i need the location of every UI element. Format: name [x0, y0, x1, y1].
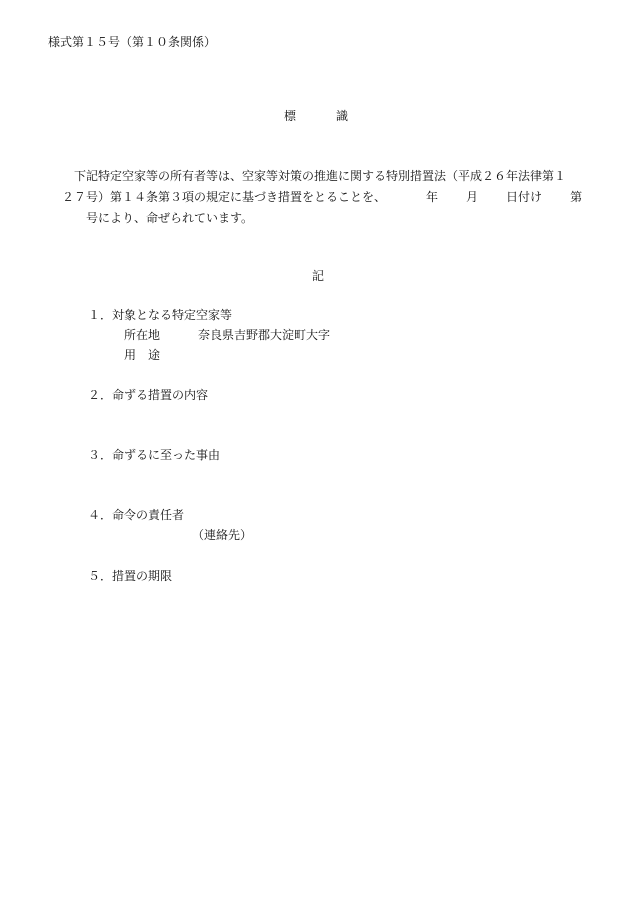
- ki-heading: 記: [312, 269, 325, 283]
- item-5-heading: ５．措置の期限: [88, 569, 173, 583]
- contact-label: （連絡先）: [192, 528, 253, 542]
- body-line-3: 号により、命ぜられています。: [86, 211, 254, 225]
- document-title: [284, 108, 348, 124]
- location-value: 奈良県吉野郡大淀町大字: [198, 328, 331, 342]
- item-3-heading: ３．命ずるに至った事由: [88, 448, 221, 462]
- title-char-2: 識: [336, 109, 349, 123]
- body-paragraph: [62, 166, 582, 229]
- location-label: 所在地: [124, 328, 161, 342]
- item-4-heading: ４．命令の責任者: [88, 508, 185, 522]
- body-line-1: 下記特定空家等の所有者等は、空家等対策の推進に関する特別措置法（平成２６年法律第１: [74, 169, 567, 183]
- number-label: 第: [570, 190, 583, 204]
- date-label: 日付け: [506, 190, 543, 204]
- item-1-heading: １．対象となる特定空家等: [88, 308, 233, 322]
- body-line-2-text: ２７号）第１４条第３項の規定に基づき措置をとることを、: [62, 190, 387, 204]
- use-label: 用 途: [124, 348, 161, 362]
- month-label: 月: [466, 190, 479, 204]
- form-number: 様式第１５号（第１０条関係）: [48, 35, 217, 49]
- body-line-2: [62, 187, 582, 208]
- item-2-heading: ２．命ずる措置の内容: [88, 388, 209, 402]
- title-char-1: 標: [284, 109, 297, 123]
- year-label: 年: [426, 190, 439, 204]
